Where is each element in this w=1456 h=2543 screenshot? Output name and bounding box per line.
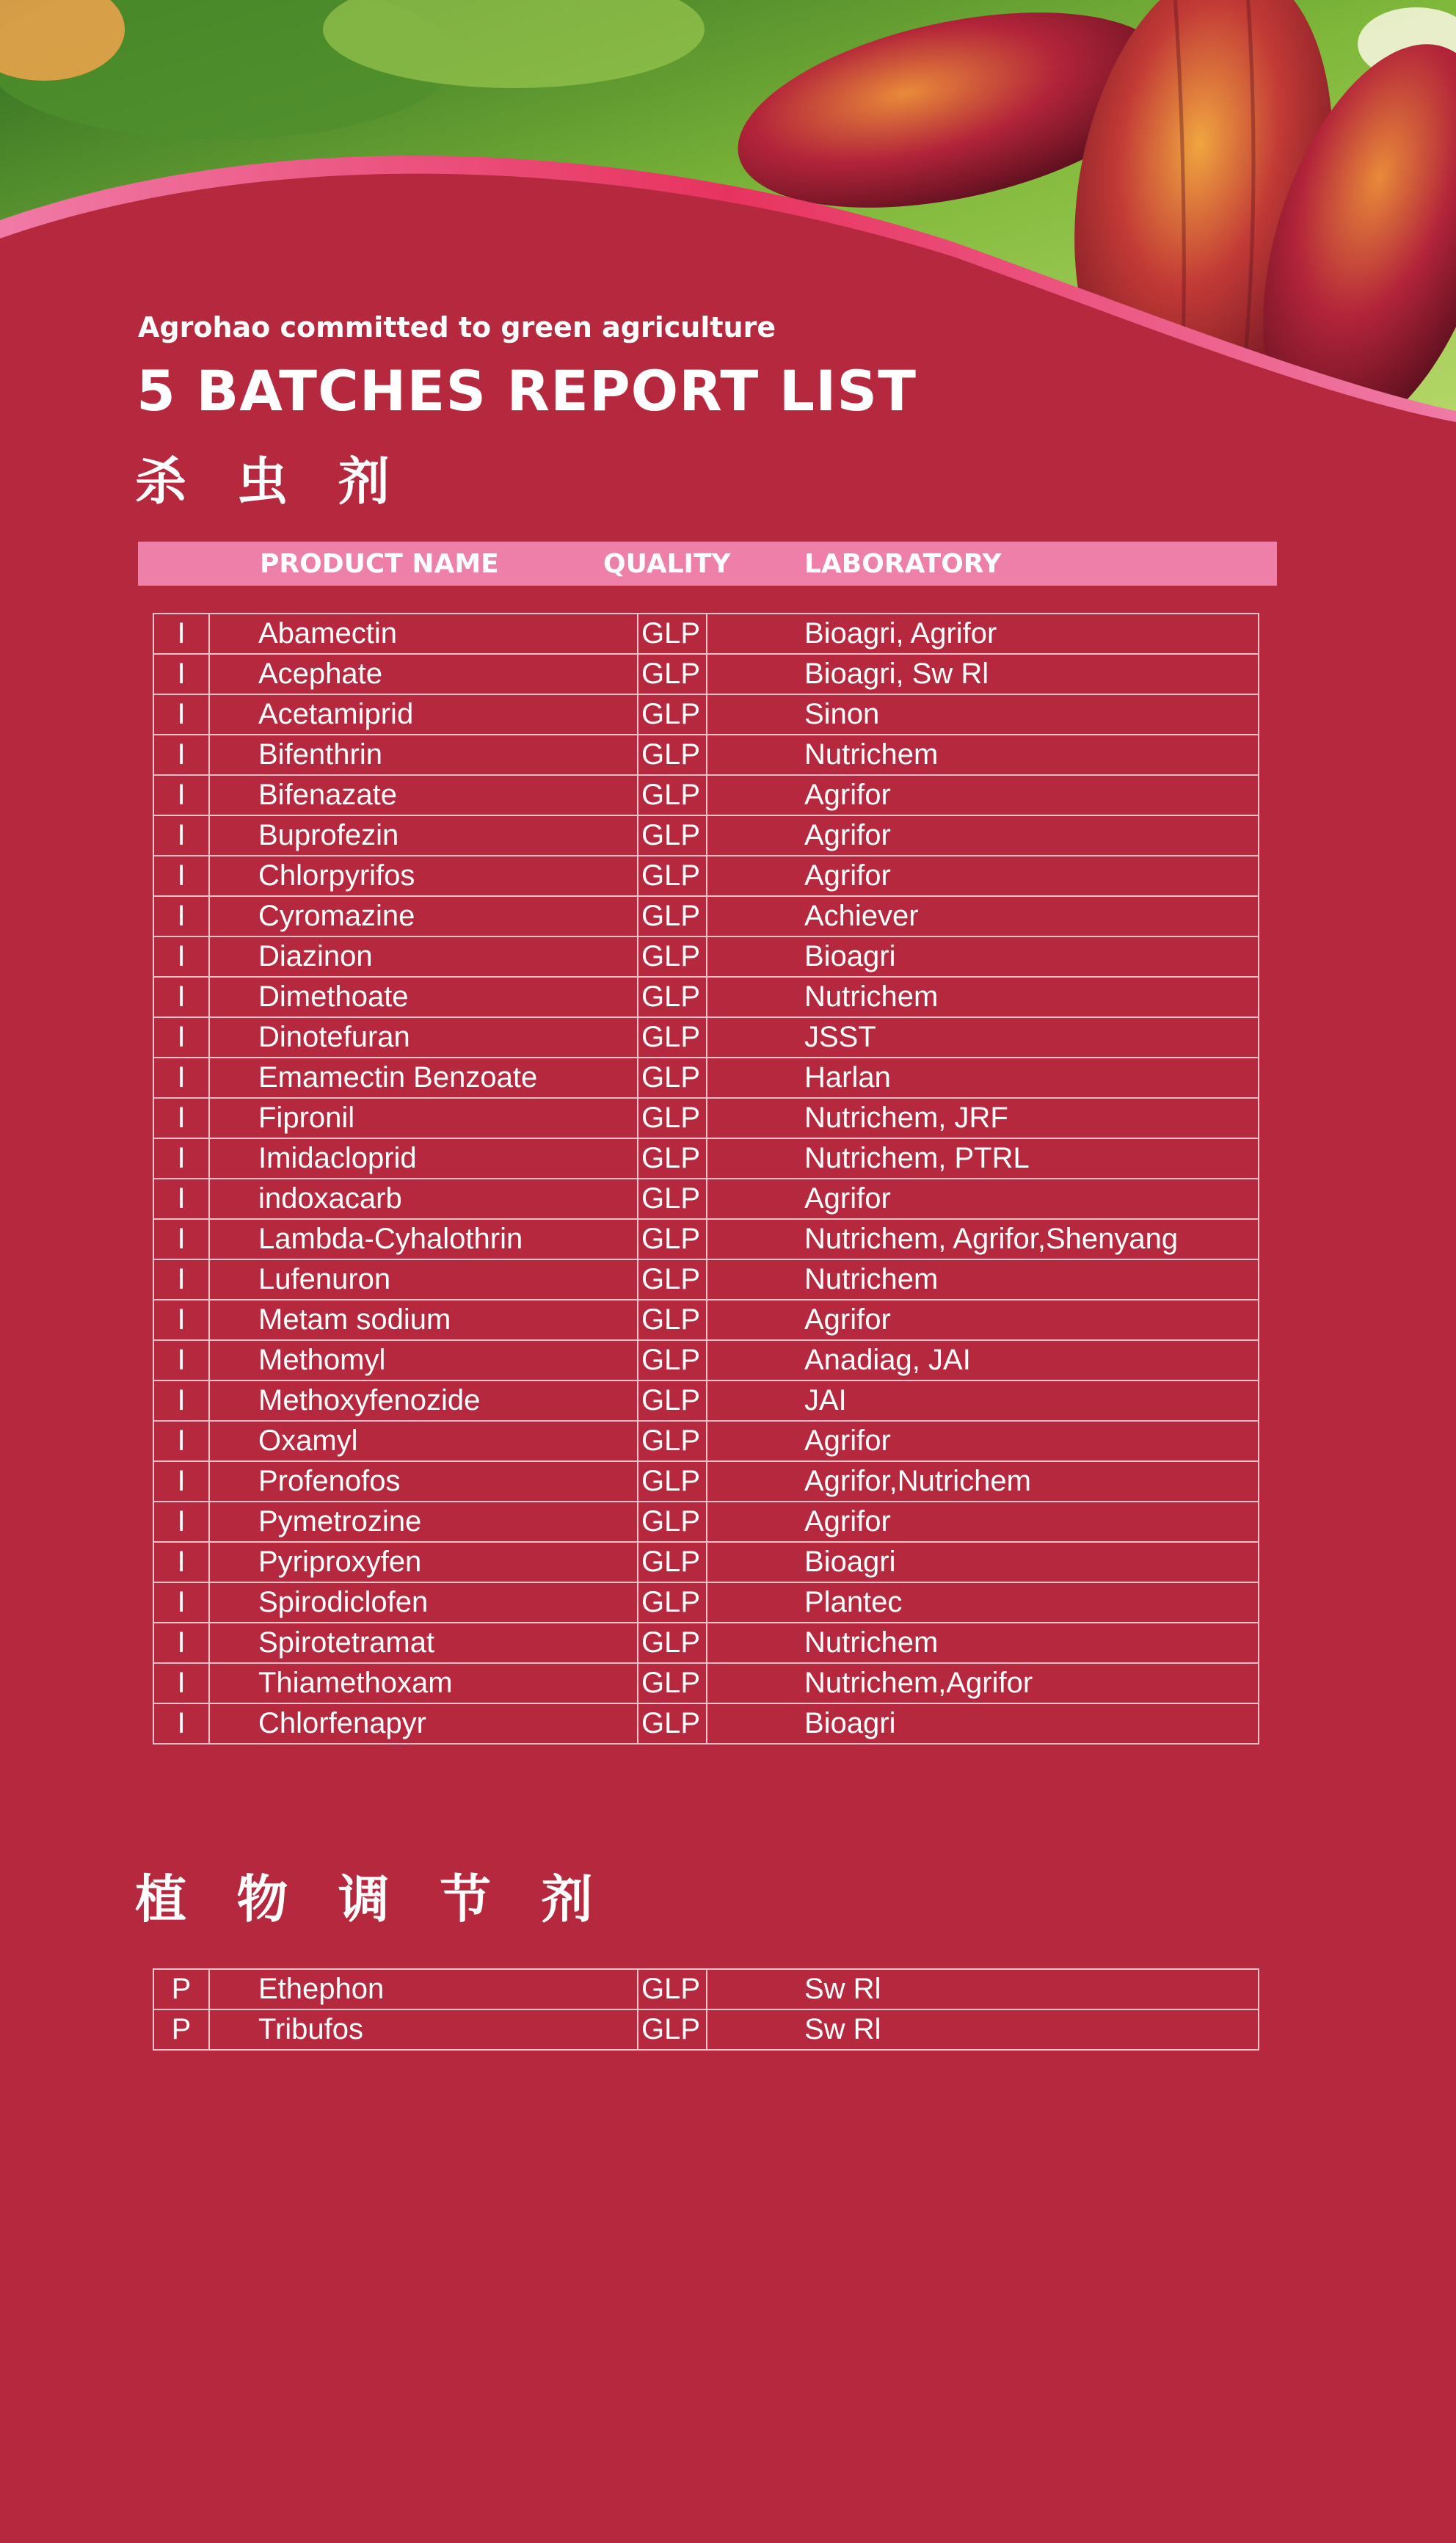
category-cell: P bbox=[153, 2009, 209, 2050]
quality-cell: GLP bbox=[638, 1340, 707, 1380]
product-name-cell: Lufenuron bbox=[209, 1259, 638, 1300]
laboratory-cell: Anadiag, JAI bbox=[707, 1340, 1259, 1380]
quality-cell: GLP bbox=[638, 1380, 707, 1421]
table-row bbox=[153, 775, 1259, 815]
table-row bbox=[153, 1259, 1259, 1300]
table-row bbox=[153, 735, 1259, 775]
laboratory-cell: Agrifor bbox=[707, 1421, 1259, 1461]
table-row bbox=[153, 1380, 1259, 1421]
category-cell: I bbox=[153, 1461, 209, 1502]
category-cell: I bbox=[153, 1300, 209, 1340]
product-name-cell: Bifenthrin bbox=[209, 735, 638, 775]
category-cell: I bbox=[153, 896, 209, 936]
laboratory-cell: Sinon bbox=[707, 694, 1259, 735]
laboratory-cell: Agrifor bbox=[707, 856, 1259, 896]
category-cell: I bbox=[153, 1502, 209, 1542]
table-row bbox=[153, 1340, 1259, 1380]
quality-cell: GLP bbox=[638, 1421, 707, 1461]
quality-cell: GLP bbox=[638, 2009, 707, 2050]
column-header-laboratory: LABORATORY bbox=[804, 549, 1002, 579]
quality-cell: GLP bbox=[638, 694, 707, 735]
category-cell: I bbox=[153, 1179, 209, 1219]
laboratory-cell: Nutrichem bbox=[707, 977, 1259, 1017]
quality-cell: GLP bbox=[638, 1969, 707, 2009]
category-cell: I bbox=[153, 1017, 209, 1058]
product-name-cell: Thiamethoxam bbox=[209, 1663, 638, 1703]
quality-cell: GLP bbox=[638, 1219, 707, 1259]
quality-cell: GLP bbox=[638, 654, 707, 694]
quality-cell: GLP bbox=[638, 735, 707, 775]
laboratory-cell: Plantec bbox=[707, 1582, 1259, 1623]
product-name-cell: Methomyl bbox=[209, 1340, 638, 1380]
laboratory-cell: Bioagri, Sw Rl bbox=[707, 654, 1259, 694]
laboratory-cell: JAI bbox=[707, 1380, 1259, 1421]
category-cell: I bbox=[153, 654, 209, 694]
laboratory-cell: Harlan bbox=[707, 1058, 1259, 1098]
product-name-cell: Spirodiclofen bbox=[209, 1582, 638, 1623]
laboratory-cell: Agrifor bbox=[707, 815, 1259, 856]
laboratory-cell: Nutrichem, PTRL bbox=[707, 1138, 1259, 1179]
laboratory-cell: Nutrichem, JRF bbox=[707, 1098, 1259, 1138]
product-name-cell: Emamectin Benzoate bbox=[209, 1058, 638, 1098]
quality-cell: GLP bbox=[638, 775, 707, 815]
table-row bbox=[153, 936, 1259, 977]
quality-cell: GLP bbox=[638, 1703, 707, 1744]
quality-cell: GLP bbox=[638, 1582, 707, 1623]
laboratory-cell: Nutrichem, Agrifor,Shenyang bbox=[707, 1219, 1259, 1259]
laboratory-cell: Bioagri bbox=[707, 1703, 1259, 1744]
category-cell: I bbox=[153, 1098, 209, 1138]
table-row bbox=[153, 1058, 1259, 1098]
section-title-insecticides: 杀 虫 剂 bbox=[135, 451, 406, 512]
plant-regulator-table bbox=[153, 1968, 1259, 2051]
table-row bbox=[153, 694, 1259, 735]
category-cell: I bbox=[153, 1340, 209, 1380]
category-cell: I bbox=[153, 614, 209, 654]
laboratory-cell: Achiever bbox=[707, 896, 1259, 936]
laboratory-cell: Agrifor bbox=[707, 1179, 1259, 1219]
product-name-cell: Metam sodium bbox=[209, 1300, 638, 1340]
laboratory-cell: JSST bbox=[707, 1017, 1259, 1058]
category-cell: I bbox=[153, 977, 209, 1017]
table-row bbox=[153, 1300, 1259, 1340]
category-cell: I bbox=[153, 694, 209, 735]
category-cell: I bbox=[153, 1663, 209, 1703]
table-row bbox=[153, 1138, 1259, 1179]
product-name-cell: Dinotefuran bbox=[209, 1017, 638, 1058]
table-row bbox=[153, 1219, 1259, 1259]
table-row bbox=[153, 1421, 1259, 1461]
laboratory-cell: Nutrichem bbox=[707, 1259, 1259, 1300]
category-cell: I bbox=[153, 1380, 209, 1421]
table-row bbox=[153, 1179, 1259, 1219]
category-cell: I bbox=[153, 936, 209, 977]
product-name-cell: Chlorfenapyr bbox=[209, 1703, 638, 1744]
quality-cell: GLP bbox=[638, 1300, 707, 1340]
product-name-cell: Ethephon bbox=[209, 1969, 638, 2009]
product-name-cell: Pymetrozine bbox=[209, 1502, 638, 1542]
product-name-cell: Pyriproxyfen bbox=[209, 1542, 638, 1582]
product-name-cell: Methoxyfenozide bbox=[209, 1380, 638, 1421]
quality-cell: GLP bbox=[638, 1017, 707, 1058]
category-cell: I bbox=[153, 1582, 209, 1623]
quality-cell: GLP bbox=[638, 1098, 707, 1138]
laboratory-cell: Sw Rl bbox=[707, 1969, 1259, 2009]
product-name-cell: Acetamiprid bbox=[209, 694, 638, 735]
table-row bbox=[153, 1582, 1259, 1623]
laboratory-cell: Agrifor bbox=[707, 1300, 1259, 1340]
quality-cell: GLP bbox=[638, 1461, 707, 1502]
laboratory-cell: Agrifor bbox=[707, 1502, 1259, 1542]
product-name-cell: Acephate bbox=[209, 654, 638, 694]
product-name-cell: Oxamyl bbox=[209, 1421, 638, 1461]
tagline: Agrohao committed to green agriculture bbox=[138, 311, 776, 343]
table-row bbox=[153, 2009, 1259, 2050]
table-row bbox=[153, 1017, 1259, 1058]
category-cell: I bbox=[153, 1703, 209, 1744]
category-cell: I bbox=[153, 1058, 209, 1098]
quality-cell: GLP bbox=[638, 1623, 707, 1663]
table-row bbox=[153, 896, 1259, 936]
quality-cell: GLP bbox=[638, 1259, 707, 1300]
category-cell: I bbox=[153, 1623, 209, 1663]
category-cell: I bbox=[153, 856, 209, 896]
product-name-cell: Abamectin bbox=[209, 614, 638, 654]
table-row bbox=[153, 1461, 1259, 1502]
quality-cell: GLP bbox=[638, 896, 707, 936]
category-cell: P bbox=[153, 1969, 209, 2009]
laboratory-cell: Sw Rl bbox=[707, 2009, 1259, 2050]
product-name-cell: Chlorpyrifos bbox=[209, 856, 638, 896]
table-row bbox=[153, 815, 1259, 856]
category-cell: I bbox=[153, 1259, 209, 1300]
laboratory-cell: Nutrichem,Agrifor bbox=[707, 1663, 1259, 1703]
quality-cell: GLP bbox=[638, 1179, 707, 1219]
product-name-cell: indoxacarb bbox=[209, 1179, 638, 1219]
quality-cell: GLP bbox=[638, 977, 707, 1017]
product-name-cell: Spirotetramat bbox=[209, 1623, 638, 1663]
quality-cell: GLP bbox=[638, 614, 707, 654]
product-name-cell: Cyromazine bbox=[209, 896, 638, 936]
category-cell: I bbox=[153, 1421, 209, 1461]
quality-cell: GLP bbox=[638, 1058, 707, 1098]
category-cell: I bbox=[153, 775, 209, 815]
column-header-product: PRODUCT NAME bbox=[260, 549, 499, 579]
laboratory-cell: Bioagri, Agrifor bbox=[707, 614, 1259, 654]
quality-cell: GLP bbox=[638, 856, 707, 896]
quality-cell: GLP bbox=[638, 936, 707, 977]
category-cell: I bbox=[153, 735, 209, 775]
quality-cell: GLP bbox=[638, 1663, 707, 1703]
laboratory-cell: Bioagri bbox=[707, 1542, 1259, 1582]
table-row bbox=[153, 1663, 1259, 1703]
laboratory-cell: Agrifor bbox=[707, 775, 1259, 815]
product-name-cell: Dimethoate bbox=[209, 977, 638, 1017]
column-header-bar bbox=[138, 542, 1277, 586]
category-cell: I bbox=[153, 1138, 209, 1179]
product-name-cell: Lambda-Cyhalothrin bbox=[209, 1219, 638, 1259]
category-cell: I bbox=[153, 815, 209, 856]
laboratory-cell: Nutrichem bbox=[707, 1623, 1259, 1663]
table-row bbox=[153, 1969, 1259, 2009]
product-name-cell: Buprofezin bbox=[209, 815, 638, 856]
section-title-plant-regulators: 植 物 调 节 剂 bbox=[135, 1869, 609, 1929]
category-cell: I bbox=[153, 1219, 209, 1259]
table-row bbox=[153, 1703, 1259, 1744]
product-name-cell: Imidacloprid bbox=[209, 1138, 638, 1179]
category-cell: I bbox=[153, 1542, 209, 1582]
column-header-quality: QUALITY bbox=[603, 549, 731, 579]
table-row bbox=[153, 614, 1259, 654]
product-name-cell: Bifenazate bbox=[209, 775, 638, 815]
page-title: 5 BATCHES REPORT LIST bbox=[136, 358, 917, 423]
product-name-cell: Profenofos bbox=[209, 1461, 638, 1502]
quality-cell: GLP bbox=[638, 1138, 707, 1179]
laboratory-cell: Nutrichem bbox=[707, 735, 1259, 775]
table-row bbox=[153, 856, 1259, 896]
table-row bbox=[153, 1502, 1259, 1542]
laboratory-cell: Bioagri bbox=[707, 936, 1259, 977]
quality-cell: GLP bbox=[638, 1502, 707, 1542]
quality-cell: GLP bbox=[638, 815, 707, 856]
quality-cell: GLP bbox=[638, 1542, 707, 1582]
insecticide-table bbox=[153, 613, 1259, 1745]
laboratory-cell: Agrifor,Nutrichem bbox=[707, 1461, 1259, 1502]
product-name-cell: Fipronil bbox=[209, 1098, 638, 1138]
table-row bbox=[153, 654, 1259, 694]
product-name-cell: Tribufos bbox=[209, 2009, 638, 2050]
table-row bbox=[153, 1542, 1259, 1582]
product-name-cell: Diazinon bbox=[209, 936, 638, 977]
table-row bbox=[153, 977, 1259, 1017]
table-row bbox=[153, 1098, 1259, 1138]
table-row bbox=[153, 1623, 1259, 1663]
